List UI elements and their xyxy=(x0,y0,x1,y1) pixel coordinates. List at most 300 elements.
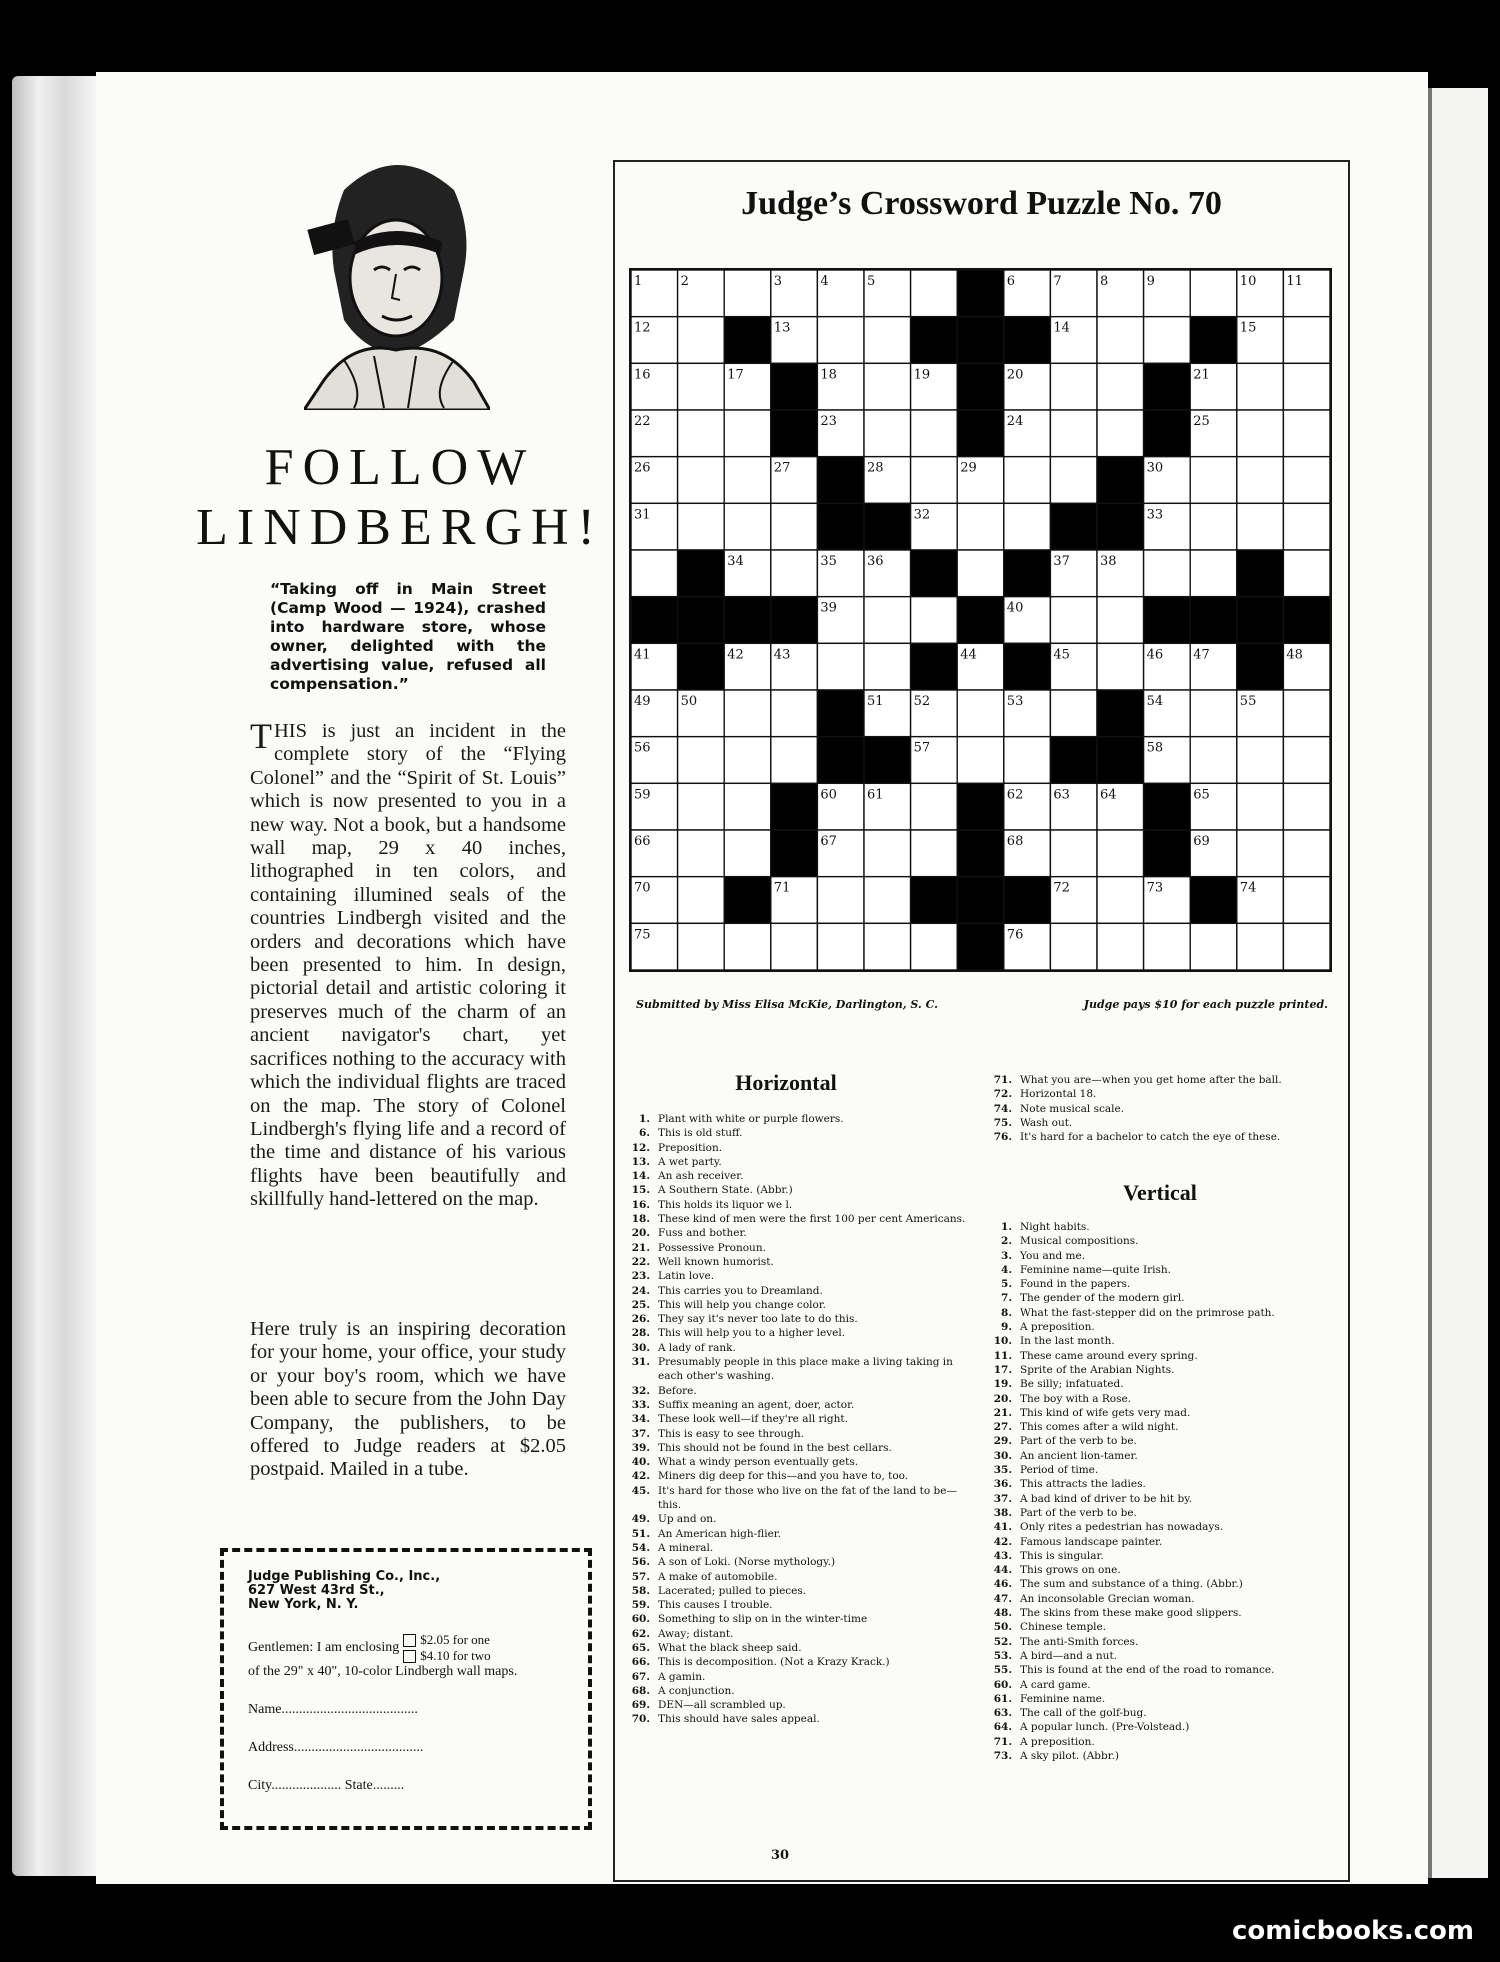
checkbox-icon[interactable] xyxy=(403,1634,416,1647)
aviator-portrait-illustration xyxy=(304,150,490,410)
grid-block-cell xyxy=(1237,597,1284,644)
grid-cell[interactable] xyxy=(631,550,678,597)
grid-block-cell xyxy=(957,923,1004,970)
grid-block-cell xyxy=(957,830,1004,877)
vertical-clues-list xyxy=(982,1220,1328,1763)
grid-cell[interactable] xyxy=(1050,690,1097,737)
grid-block-cell xyxy=(1097,503,1144,550)
grid-cell[interactable] xyxy=(1237,410,1284,457)
clue-text: It's hard for those who live on the fat of the land to be—this. xyxy=(658,1484,957,1512)
clue-item xyxy=(982,1291,1328,1305)
grid-cell[interactable] xyxy=(817,643,864,690)
clue-item xyxy=(620,1141,970,1155)
grid-cell[interactable] xyxy=(724,830,771,877)
grid-cell[interactable] xyxy=(1237,923,1284,970)
clue-item xyxy=(982,1130,1328,1144)
grid-block-cell xyxy=(724,877,771,924)
grid-block-cell xyxy=(1097,737,1144,784)
grid-block-cell xyxy=(957,597,1004,644)
grid-cell[interactable] xyxy=(724,503,771,550)
clue-number: 42. xyxy=(631,1470,650,1483)
clue-item xyxy=(982,1349,1328,1363)
coupon-city-state-field[interactable]: City.................... State......... xyxy=(248,1778,405,1793)
grid-block-cell xyxy=(1050,737,1097,784)
clue-item xyxy=(620,1427,970,1441)
grid-block-cell xyxy=(817,690,864,737)
clue-item xyxy=(982,1706,1328,1720)
clue-item xyxy=(982,1306,1328,1320)
grid-block-cell xyxy=(1097,457,1144,504)
clue-text: What you are—when you get home after the ball. xyxy=(1020,1074,1282,1086)
clue-item xyxy=(620,1398,970,1412)
clue-number: 39. xyxy=(631,1441,650,1454)
grid-cell[interactable] xyxy=(1283,410,1330,457)
clue-number: 8. xyxy=(1001,1306,1012,1319)
grid-cell[interactable] xyxy=(1283,737,1330,784)
clue-item xyxy=(982,1073,1328,1087)
grid-cell[interactable] xyxy=(864,363,911,410)
clue-number: 63. xyxy=(993,1707,1012,1720)
clue-item xyxy=(620,1570,970,1584)
clue-text: This comes after a wild night. xyxy=(1020,1421,1179,1434)
clue-item xyxy=(620,1541,970,1555)
grid-number: 70 xyxy=(634,880,651,896)
grid-cell[interactable] xyxy=(1097,923,1144,970)
coupon-address-line-2: 627 West 43rd St., xyxy=(248,1583,385,1598)
coupon-option-one[interactable] xyxy=(403,1632,490,1648)
grid-cell[interactable] xyxy=(1283,690,1330,737)
clue-number: 34. xyxy=(631,1413,650,1426)
grid-cell[interactable] xyxy=(1050,923,1097,970)
grid-block-cell xyxy=(817,457,864,504)
grid-cell[interactable] xyxy=(957,737,1004,784)
grid-cell[interactable] xyxy=(1050,410,1097,457)
clue-text: What a windy person eventually gets. xyxy=(658,1456,859,1469)
clue-item xyxy=(982,1334,1328,1348)
grid-cell[interactable] xyxy=(678,503,725,550)
grid-cell[interactable] xyxy=(724,783,771,830)
clue-number: 15. xyxy=(631,1184,650,1197)
grid-cell[interactable] xyxy=(864,410,911,457)
clue-item xyxy=(982,1263,1328,1277)
clue-text: Horizontal 18. xyxy=(1020,1088,1097,1101)
grid-cell[interactable] xyxy=(864,923,911,970)
grid-cell[interactable] xyxy=(817,877,864,924)
clue-number: 5. xyxy=(1001,1278,1012,1291)
grid-cell[interactable] xyxy=(771,923,818,970)
clue-number: 72. xyxy=(993,1088,1012,1101)
clue-number: 65. xyxy=(631,1641,650,1654)
clue-number: 7. xyxy=(1001,1292,1012,1305)
clue-item xyxy=(982,1549,1328,1563)
grid-block-cell xyxy=(1237,643,1284,690)
grid-number: 22 xyxy=(634,414,651,429)
grid-cell[interactable] xyxy=(678,363,725,410)
grid-number: 75 xyxy=(634,927,651,943)
grid-cell[interactable] xyxy=(678,737,725,784)
grid-cell[interactable] xyxy=(724,690,771,737)
grid-cell[interactable] xyxy=(1190,923,1237,970)
clue-item xyxy=(620,1155,970,1169)
grid-number: 33 xyxy=(1146,507,1164,523)
clue-item xyxy=(620,1484,970,1513)
clue-text: A lady of rank. xyxy=(658,1341,736,1354)
clue-number: 38. xyxy=(993,1506,1012,1519)
clue-number: 59. xyxy=(631,1599,650,1612)
grid-number: 6 xyxy=(1006,274,1016,289)
grid-number: 31 xyxy=(634,507,651,523)
grid-block-cell xyxy=(771,783,818,830)
grid-cell[interactable] xyxy=(911,457,958,504)
grid-number: 1 xyxy=(634,274,643,289)
clue-text: An ash receiver. xyxy=(658,1170,744,1183)
grid-cell[interactable] xyxy=(1097,830,1144,877)
clue-text: Feminine name. xyxy=(1020,1692,1106,1705)
coupon-name-field[interactable]: Name....................................... xyxy=(248,1702,418,1717)
grid-cell[interactable] xyxy=(911,923,958,970)
clue-item xyxy=(620,1341,970,1355)
clue-text: An ancient lion-tamer. xyxy=(1020,1449,1138,1462)
clue-number: 45. xyxy=(631,1484,650,1497)
grid-cell[interactable] xyxy=(911,783,958,830)
grid-cell[interactable] xyxy=(1190,737,1237,784)
clue-item xyxy=(982,1392,1328,1406)
grid-cell[interactable] xyxy=(864,830,911,877)
clue-number: 18. xyxy=(631,1213,650,1226)
grid-cell[interactable] xyxy=(864,643,911,690)
clue-item xyxy=(982,1663,1328,1677)
grid-cell[interactable] xyxy=(1283,457,1330,504)
grid-number: 45 xyxy=(1053,647,1070,663)
grid-cell[interactable] xyxy=(1004,737,1051,784)
clue-text: A popular lunch. (Pre-Volstead.) xyxy=(1020,1721,1190,1734)
grid-cell[interactable] xyxy=(911,830,958,877)
grid-number: 39 xyxy=(820,600,837,616)
coupon-option-two[interactable] xyxy=(403,1648,490,1664)
clue-number: 48. xyxy=(993,1607,1012,1620)
clue-number: 27. xyxy=(993,1421,1012,1434)
grid-number: 46 xyxy=(1146,647,1164,663)
grid-number: 37 xyxy=(1053,554,1070,569)
grid-cell[interactable] xyxy=(1283,317,1330,364)
clue-number: 64. xyxy=(993,1721,1012,1734)
clue-number: 1. xyxy=(639,1113,650,1125)
grid-block-cell xyxy=(1097,690,1144,737)
grid-cell[interactable] xyxy=(1097,363,1144,410)
clue-text: They say it's never too late to do this. xyxy=(658,1313,858,1326)
clue-number: 60. xyxy=(631,1613,650,1626)
clue-number: 10. xyxy=(993,1335,1012,1348)
clue-item xyxy=(620,1598,970,1612)
clue-text: A mineral. xyxy=(658,1541,714,1554)
grid-cell[interactable] xyxy=(1190,503,1237,550)
grid-cell[interactable] xyxy=(678,457,725,504)
grid-cell[interactable] xyxy=(1097,877,1144,924)
grid-cell[interactable] xyxy=(678,317,725,364)
grid-cell[interactable] xyxy=(678,877,725,924)
clue-number: 9. xyxy=(1001,1321,1012,1334)
clue-item xyxy=(982,1087,1328,1101)
clue-text: Well known humorist. xyxy=(658,1255,774,1268)
clue-text: This is easy to see through. xyxy=(658,1427,805,1440)
clue-text: This carries you to Dreamland. xyxy=(658,1284,823,1297)
coupon-address-field[interactable]: Address..................................... xyxy=(248,1740,424,1755)
clue-number: 13. xyxy=(631,1155,650,1168)
clue-number: 2. xyxy=(1001,1235,1012,1248)
grid-cell[interactable] xyxy=(1190,457,1237,504)
clue-item xyxy=(620,1555,970,1569)
clue-item xyxy=(620,1469,970,1483)
grid-cell[interactable] xyxy=(1237,737,1284,784)
clue-number: 74. xyxy=(993,1102,1012,1115)
clue-text: Before. xyxy=(658,1384,697,1397)
grid-number: 36 xyxy=(867,554,884,569)
grid-cell[interactable] xyxy=(678,783,725,830)
grid-cell[interactable] xyxy=(1050,363,1097,410)
clue-text: This is decomposition. (Not a Krazy Krack.) xyxy=(658,1656,890,1669)
clue-item xyxy=(982,1492,1328,1506)
clue-number: 20. xyxy=(631,1227,650,1240)
clue-item xyxy=(620,1455,970,1469)
grid-cell[interactable] xyxy=(1237,457,1284,504)
clue-text: Wash out. xyxy=(1020,1116,1073,1129)
clue-text: An American high-flier. xyxy=(658,1527,781,1540)
clue-item xyxy=(620,1641,970,1655)
grid-cell[interactable] xyxy=(771,550,818,597)
grid-block-cell xyxy=(957,270,1004,317)
clue-item xyxy=(620,1269,970,1283)
clue-text: Something to slip on in the winter-time xyxy=(658,1613,868,1626)
grid-cell[interactable] xyxy=(817,317,864,364)
grid-number: 14 xyxy=(1053,320,1070,336)
grid-cell[interactable] xyxy=(817,923,864,970)
clue-text: Period of time. xyxy=(1020,1464,1099,1477)
clue-text: This causes I trouble. xyxy=(658,1599,773,1612)
grid-cell[interactable] xyxy=(724,270,771,317)
grid-number: 2 xyxy=(680,274,689,289)
grid-block-cell xyxy=(1190,317,1237,364)
crossword-grid xyxy=(629,268,1332,972)
grid-cell[interactable] xyxy=(911,270,958,317)
clue-text: DEN—all scrambled up. xyxy=(658,1699,786,1712)
submitted-by: Submitted by Miss Elisa McKie, Darlington, S. C. xyxy=(636,998,938,1011)
grid-cell[interactable] xyxy=(864,317,911,364)
grid-cell[interactable] xyxy=(1097,597,1144,644)
grid-cell[interactable] xyxy=(1144,550,1191,597)
clue-text: Only rites a pedestrian has nowadays. xyxy=(1020,1521,1224,1534)
grid-cell[interactable] xyxy=(1144,317,1191,364)
clue-item xyxy=(620,1698,970,1712)
crossword-grid-svg xyxy=(631,270,1330,970)
headline-line-2: LINDBERGH! xyxy=(196,499,604,556)
clue-item xyxy=(982,1535,1328,1549)
clue-number: 46. xyxy=(993,1578,1012,1591)
grid-number: 19 xyxy=(913,367,931,383)
grid-number: 25 xyxy=(1193,414,1210,429)
grid-number: 48 xyxy=(1286,647,1303,663)
order-coupon xyxy=(220,1548,592,1830)
clue-text: Possessive Pronoun. xyxy=(658,1241,766,1254)
grid-number: 73 xyxy=(1146,880,1164,896)
grid-cell[interactable] xyxy=(1050,457,1097,504)
clue-item xyxy=(982,1577,1328,1591)
clue-number: 12. xyxy=(631,1141,650,1154)
grid-cell[interactable] xyxy=(1283,363,1330,410)
grid-cell[interactable] xyxy=(1283,783,1330,830)
grid-cell[interactable] xyxy=(1004,503,1051,550)
horizontal-clues-continued-list xyxy=(982,1073,1328,1144)
clue-number: 37. xyxy=(631,1427,650,1440)
grid-number: 68 xyxy=(1006,834,1024,849)
clue-text: This attracts the ladies. xyxy=(1020,1478,1146,1491)
grid-cell[interactable] xyxy=(1283,550,1330,597)
grid-cell[interactable] xyxy=(1190,550,1237,597)
grid-cell[interactable] xyxy=(1004,457,1051,504)
clue-text: Note musical scale. xyxy=(1020,1102,1125,1115)
clue-number: 61. xyxy=(993,1692,1012,1705)
grid-block-cell xyxy=(1050,503,1097,550)
clue-item xyxy=(620,1169,970,1183)
grid-cell[interactable] xyxy=(1190,690,1237,737)
clue-item xyxy=(620,1183,970,1197)
clue-text: A sky pilot. (Abbr.) xyxy=(1020,1749,1120,1762)
clue-item xyxy=(620,1584,970,1598)
clue-text: These kind of men were the first 100 per cent Americans. xyxy=(658,1213,966,1226)
grid-cell[interactable] xyxy=(1237,363,1284,410)
clue-text: A gamin. xyxy=(658,1670,706,1683)
clue-item xyxy=(620,1384,970,1398)
grid-cell[interactable] xyxy=(724,457,771,504)
clue-item xyxy=(620,1298,970,1312)
grid-number: 59 xyxy=(634,787,651,803)
grid-cell[interactable] xyxy=(771,503,818,550)
grid-cell[interactable] xyxy=(1283,503,1330,550)
grid-number: 40 xyxy=(1006,600,1024,616)
clue-number: 52. xyxy=(993,1635,1012,1648)
grid-block-cell xyxy=(724,597,771,644)
checkbox-icon[interactable] xyxy=(403,1650,416,1663)
clue-text: A card game. xyxy=(1020,1678,1091,1691)
grid-cell[interactable] xyxy=(957,503,1004,550)
clue-item xyxy=(982,1277,1328,1291)
grid-block-cell xyxy=(1004,643,1051,690)
payment-note: Judge pays $10 for each puzzle printed. xyxy=(1083,998,1328,1011)
grid-block-cell xyxy=(911,317,958,364)
coupon-address-line-3: New York, N. Y. xyxy=(248,1597,359,1612)
grid-block-cell xyxy=(1004,550,1051,597)
grid-cell[interactable] xyxy=(1097,643,1144,690)
grid-cell[interactable] xyxy=(957,690,1004,737)
clue-number: 53. xyxy=(993,1649,1012,1662)
clue-number: 58. xyxy=(631,1584,650,1597)
clue-text: Found in the papers. xyxy=(1020,1278,1131,1291)
grid-cell[interactable] xyxy=(724,923,771,970)
grid-number: 64 xyxy=(1100,787,1117,803)
clue-text: A wet party. xyxy=(658,1155,722,1168)
grid-cell[interactable] xyxy=(724,737,771,784)
clue-number: 29. xyxy=(993,1435,1012,1448)
headline xyxy=(190,438,610,558)
clue-number: 23. xyxy=(631,1270,650,1283)
coupon-option-two-label: $4.10 for two xyxy=(420,1648,491,1663)
clue-text: This is old stuff. xyxy=(658,1127,743,1140)
grid-cell[interactable] xyxy=(1144,923,1191,970)
grid-cell[interactable] xyxy=(1190,270,1237,317)
clue-item xyxy=(982,1220,1328,1234)
grid-cell[interactable] xyxy=(864,877,911,924)
grid-cell[interactable] xyxy=(957,550,1004,597)
grid-number: 66 xyxy=(634,834,651,849)
puzzle-title: Judge’s Crossword Puzzle No. 70 xyxy=(741,185,1222,222)
clue-text: This holds its liquor we l. xyxy=(658,1198,793,1211)
horizontal-heading: Horizontal xyxy=(735,1070,837,1095)
clue-text: What the fast-stepper did on the primrose path. xyxy=(1020,1306,1275,1319)
grid-cell[interactable] xyxy=(771,737,818,784)
grid-number: 5 xyxy=(867,274,876,289)
grid-cell[interactable] xyxy=(1050,597,1097,644)
clue-text: Suffix meaning an agent, doer, actor. xyxy=(658,1398,855,1411)
grid-number: 35 xyxy=(820,554,837,569)
clue-text: The call of the golf-bug. xyxy=(1020,1707,1147,1720)
grid-block-cell xyxy=(864,737,911,784)
grid-cell[interactable] xyxy=(1283,830,1330,877)
grid-cell[interactable] xyxy=(678,410,725,457)
grid-number: 67 xyxy=(820,834,837,849)
clue-item xyxy=(620,1212,970,1226)
clue-item xyxy=(982,1249,1328,1263)
grid-block-cell xyxy=(957,877,1004,924)
grid-number: 58 xyxy=(1146,740,1164,756)
grid-cell[interactable] xyxy=(1097,410,1144,457)
clue-item xyxy=(982,1377,1328,1391)
grid-cell[interactable] xyxy=(911,597,958,644)
clue-text: This should have sales appeal. xyxy=(658,1713,820,1726)
grid-block-cell xyxy=(771,830,818,877)
grid-cell[interactable] xyxy=(864,597,911,644)
grid-block-cell xyxy=(771,363,818,410)
grid-cell[interactable] xyxy=(1283,877,1330,924)
clue-item xyxy=(982,1649,1328,1663)
clue-text: Night habits. xyxy=(1020,1221,1090,1233)
clue-number: 14. xyxy=(631,1170,650,1183)
grid-block-cell xyxy=(678,643,725,690)
pull-quote: “Taking off in Main Street (Camp Wood — 1924), crashed into hardware store, whose owner, delighted with the advertising value, refused all compensation.” xyxy=(270,580,546,693)
grid-block-cell xyxy=(957,317,1004,364)
grid-cell[interactable] xyxy=(678,830,725,877)
coupon-enclosing-row xyxy=(248,1632,564,1664)
drop-cap: T xyxy=(250,716,272,756)
grid-cell[interactable] xyxy=(1097,317,1144,364)
grid-cell[interactable] xyxy=(771,690,818,737)
clue-text: A preposition. xyxy=(1020,1735,1095,1748)
grid-number: 18 xyxy=(820,367,837,383)
clue-number: 62. xyxy=(631,1627,650,1640)
clue-number: 57. xyxy=(631,1570,650,1583)
clue-number: 47. xyxy=(993,1592,1012,1605)
grid-cell[interactable] xyxy=(911,410,958,457)
grid-cell[interactable] xyxy=(1283,923,1330,970)
clue-text: You and me. xyxy=(1020,1249,1086,1262)
grid-cell[interactable] xyxy=(1237,830,1284,877)
clue-number: 3. xyxy=(1001,1249,1012,1262)
grid-cell[interactable] xyxy=(1050,830,1097,877)
grid-cell[interactable] xyxy=(1237,503,1284,550)
clue-item xyxy=(982,1720,1328,1734)
clue-number: 56. xyxy=(631,1556,650,1569)
grid-cell[interactable] xyxy=(724,410,771,457)
grid-cell[interactable] xyxy=(678,923,725,970)
grid-cell[interactable] xyxy=(1237,783,1284,830)
